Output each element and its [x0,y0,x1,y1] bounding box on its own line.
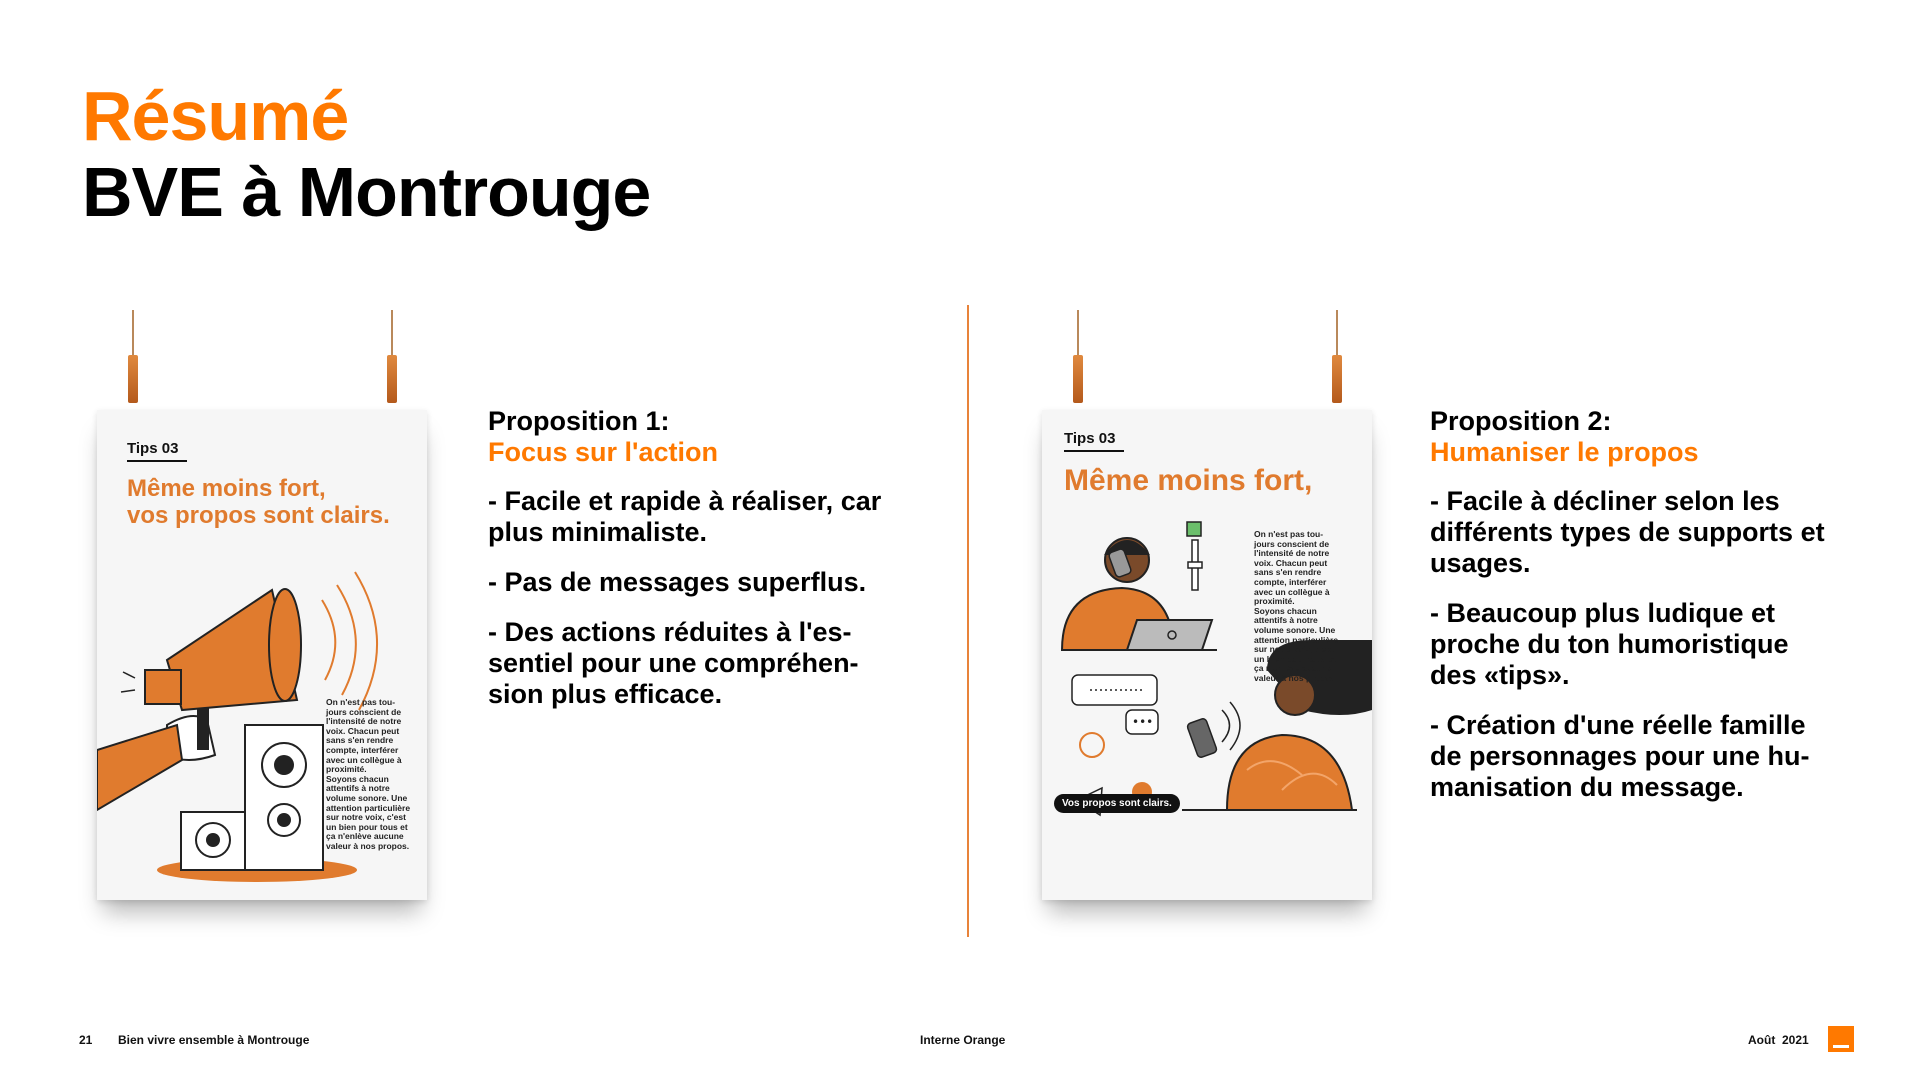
poster-tips-label: Tips 03 [127,440,179,457]
poster-caption-pill: Vos propos sont clairs. [1054,794,1180,813]
proposition-1-bullet: - Facile et rapide à réaliser, car plus minimaliste. [488,486,882,547]
clothespin-right [387,355,397,403]
proposition-2-bullet: - Création d'une réelle famille de personnages pour une hu- manisation du message. [1430,710,1810,802]
clothespin-right [1332,355,1342,403]
poster-headline-line1: Même moins fort, [127,475,326,502]
poster-body-text: On n'est pas tou- jours conscient de l'intensité de notre voix. Chacun peut sans s'en rendre compte, interférer avec un collègue à proximité. Soyons chacun attentifs à notre volume sonore. Une attention particulière sur notre voix, c'est un bien pour tous et ça n'enlève aucune valeur à nos propos. [326,697,411,851]
poster-tips-label: Tips 03 [1064,430,1116,447]
vertical-divider [967,305,969,937]
proposition-2-title: Proposition 2: [1430,406,1612,436]
poster-2 [1042,310,1372,910]
poster-headline-line2: vos propos sont clairs. [127,501,390,529]
title-line-bve: BVE à Montrouge [82,153,651,231]
tips-underline [1064,450,1124,452]
poster-headline [127,476,390,530]
poster-sheet [97,410,427,900]
proposition-2 [1430,406,1890,822]
footer-doc-title: Bien vivre ensemble à Montrouge [118,1033,310,1047]
poster-1 [97,310,427,910]
proposition-1-subtitle: Focus sur l'action [488,437,718,467]
proposition-2-bullet: - Facile à décliner selon les différents types de supports et usages. [1430,486,1825,578]
proposition-1-bullet: - Pas de messages superflus. [488,567,867,597]
proposition-1-bullet: - Des actions réduites à l'es- sentiel pour une compréhen- sion plus efficace. [488,617,859,709]
proposition-1 [488,406,928,729]
footer-page-number: 21 [79,1033,93,1047]
poster-body-text: On n'est pas tou- jours conscient de l'intensité de notre voix. Chacun peut sans s'en rendre compte, interférer avec un collègue à proximité. Soyons chacun attentifs à notre volume sonore. Une attention particulière sur notre voix, c'est un bien pour tous et ça n'enlève aucune valeur à nos propos. [1254,529,1339,683]
title-line-resume: Résumé [82,77,349,155]
proposition-1-title: Proposition 1: [488,406,670,436]
proposition-2-subtitle: Humaniser le propos [1430,437,1699,467]
svg-text:•••: ••• [1132,715,1154,729]
clothespin-left [1073,355,1083,403]
clothespin-left [128,355,138,403]
proposition-2-bullet: - Beaucoup plus ludique et proche du ton humoristique des «tips». [1430,598,1789,690]
footer-classification: Interne Orange [920,1033,1006,1047]
slide-title [82,78,650,230]
footer-date: Août 2021 [1748,1033,1809,1047]
poster-sheet [1042,410,1372,900]
poster-headline: Même moins fort, [1064,464,1313,497]
orange-logo-icon [1828,1026,1854,1052]
tips-underline [127,460,187,462]
